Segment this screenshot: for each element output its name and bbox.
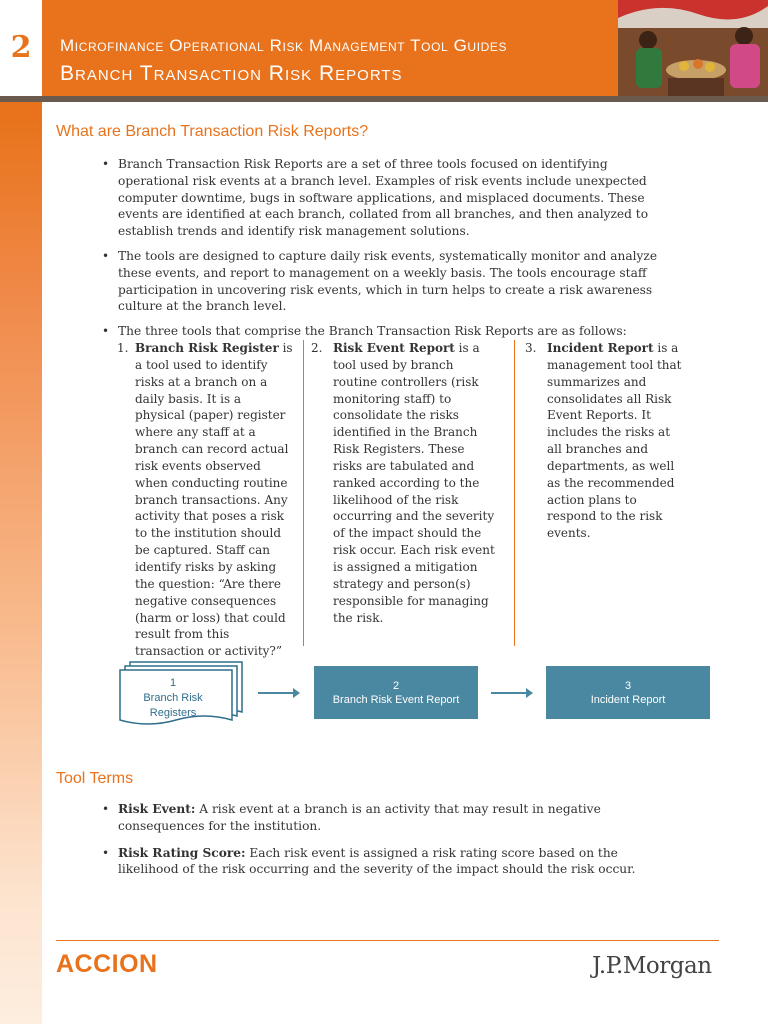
step1-number: 1 (169, 677, 177, 689)
tool-number: 3. (525, 341, 537, 355)
term-item (100, 845, 680, 879)
header-title: Microfinance Operational Risk Management Tool Guides (60, 36, 508, 55)
footer-rule (56, 940, 719, 941)
tool-number: 1. (117, 341, 129, 355)
tool-name: Incident Report (547, 341, 654, 355)
step3-text: Incident Report (590, 693, 666, 706)
tool-description: is a management tool that summarizes and consolidates all Risk Event Reports. It includes the risks at all branches and departments, as well as the recommended action plans to respond to the risk events. (547, 341, 682, 541)
step3-box (546, 666, 710, 719)
tool-name: Branch Risk Register (135, 341, 279, 355)
section-heading-terms: Tool Terms (56, 770, 134, 787)
step2-number: 2 (392, 679, 400, 692)
intro-bullets (100, 156, 680, 348)
terms-bullets (100, 801, 680, 886)
tool-description: is a tool used to identify risks at a branch on a daily basis. It is a physical (paper) register where any staff at a branch can record actual risk events observed when conducting routine branch transactions. Any activity that poses a risk to the institution should be captured. Staff can identify risks by asking the question: “Are there negative consequences (harm or loss) that could result from this transaction or activity?” (135, 341, 293, 659)
left-stripe (0, 0, 42, 1024)
header-banner (42, 0, 768, 96)
bullet-item: • The three tools that comprise the Branch Transaction Risk Reports are as follows: (100, 323, 680, 340)
arrow-icon (258, 692, 298, 694)
accion-logo: ACCION (56, 950, 158, 978)
jpmorgan-logo: J.P.Morgan (592, 953, 712, 979)
tool-number: 2. (311, 341, 323, 355)
term-item (100, 801, 680, 835)
term-name: Risk Rating Score: (118, 845, 246, 860)
step1-label (118, 676, 228, 721)
step2-box (314, 666, 478, 719)
term-definition: A risk event at a branch is an activity that may result in negative consequences for the institution. (118, 802, 601, 833)
bullet-item: • Branch Transaction Risk Reports are a set of three tools focused on identifying operational risk events at a branch level. Examples of risk events include unexpected computer downtime, bugs in software applications, and misplaced documents. These events are identified at each branch, collated from all branches, and then analyzed to establish trends and identify risk management solutions. (100, 156, 680, 240)
step1-text: Branch Risk Registers (143, 692, 203, 719)
header-subtitle: Branch Transaction Risk Reports (60, 62, 403, 85)
term-definition: Each risk event is assigned a risk rating score based on the likelihood of the risk occurring and the severity of the impact should the risk occur. (118, 845, 636, 877)
header-rule (0, 96, 768, 102)
step2-text: Branch Risk Event Report (332, 693, 460, 706)
term-name: Risk Event: (118, 802, 196, 816)
column-divider (303, 340, 304, 646)
step3-number: 3 (624, 679, 632, 692)
bullet-item: • The tools are designed to capture daily risk events, systematically monitor and analyze these events, and report to management on a weekly basis. The tools encourage staff participation in uncovering risk events, which in turn helps to create a risk awareness culture at the branch level. (100, 248, 680, 315)
section-heading-what: What are Branch Transaction Risk Reports? (56, 123, 369, 140)
market-photo (618, 0, 768, 96)
column-divider (514, 340, 515, 646)
tool-description: is a tool used by branch routine controllers (risk monitoring staff) to consolidate the risks identified in the Branch Risk Registers. These risks are tabulated and ranked according to the likelihood of the risk occurring and the severity of the impact should the risk occur. Each risk event is assigned a mitigation strategy and person(s) responsible for managing the risk. (333, 341, 495, 625)
tool-name: Risk Event Report (333, 341, 455, 355)
page-number: 2 (10, 30, 32, 65)
arrow-icon (491, 692, 531, 694)
